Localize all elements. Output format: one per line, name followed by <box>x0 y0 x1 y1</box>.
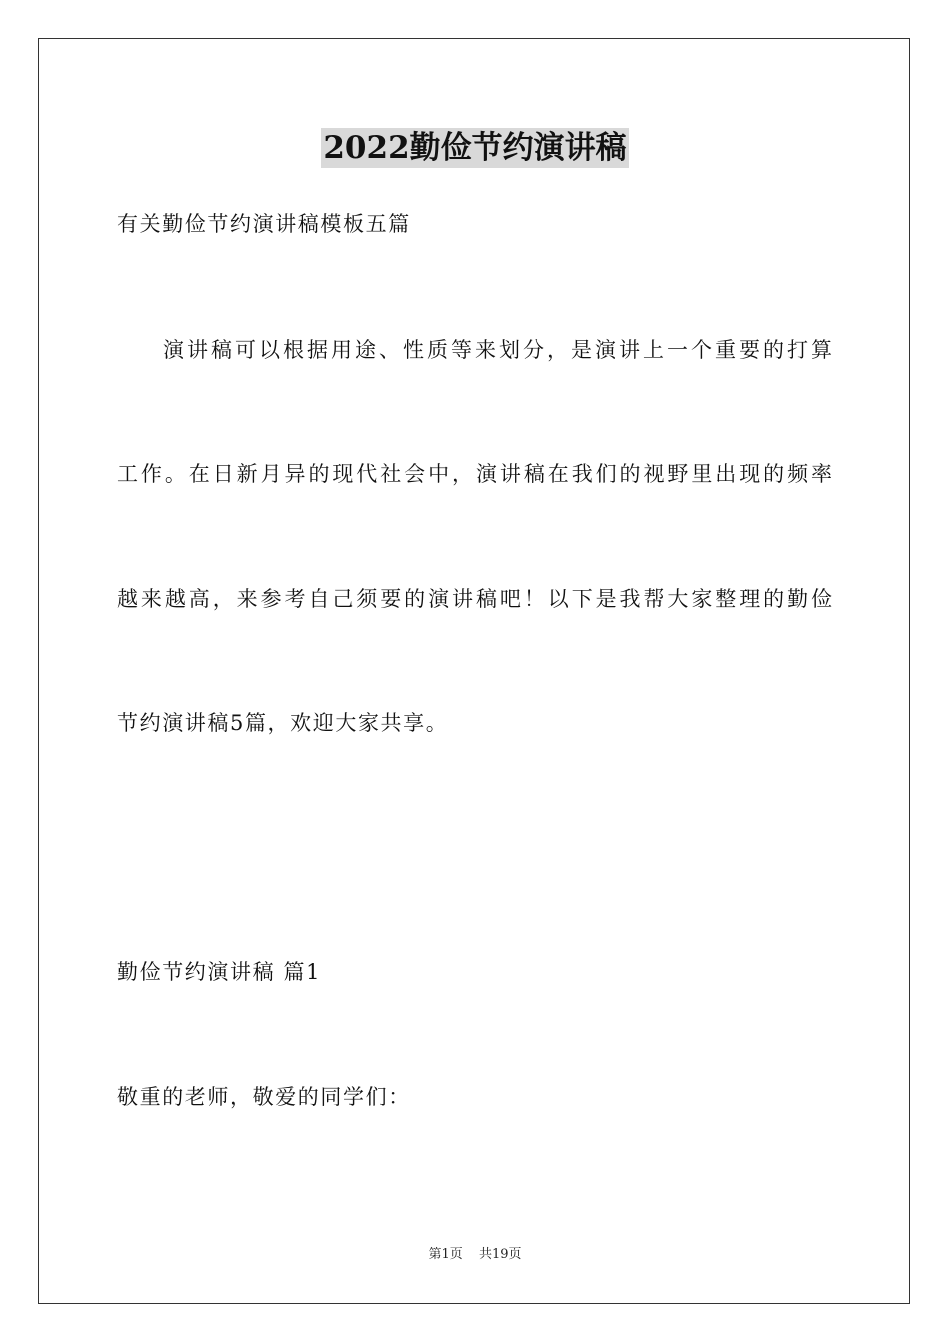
section-heading: 勤俭节约演讲稿 篇1 <box>117 960 322 984</box>
document-title: 2022勤俭节约演讲稿 <box>323 130 627 166</box>
page-total: 共19页 <box>478 1247 522 1262</box>
intro-line-4: 节约演讲稿5篇，欢迎大家共享。 <box>117 711 449 735</box>
salutation: 敬重的老师，敬爱的同学们： <box>117 1085 411 1109</box>
page-number: 第1页 <box>428 1247 463 1262</box>
intro-line-1: 演讲稿可以根据用途、性质等来划分，是演讲上一个重要的打算 <box>163 338 832 362</box>
intro-line-3: 越来越高，来参考自己须要的演讲稿吧！以下是我帮大家整理的勤俭 <box>117 587 832 611</box>
title-container <box>0 128 950 168</box>
document-subtitle: 有关勤俭节约演讲稿模板五篇 <box>117 212 411 236</box>
intro-line-2: 工作。在日新月异的现代社会中，演讲稿在我们的视野里出现的频率 <box>117 462 832 486</box>
page-footer <box>0 1246 950 1264</box>
